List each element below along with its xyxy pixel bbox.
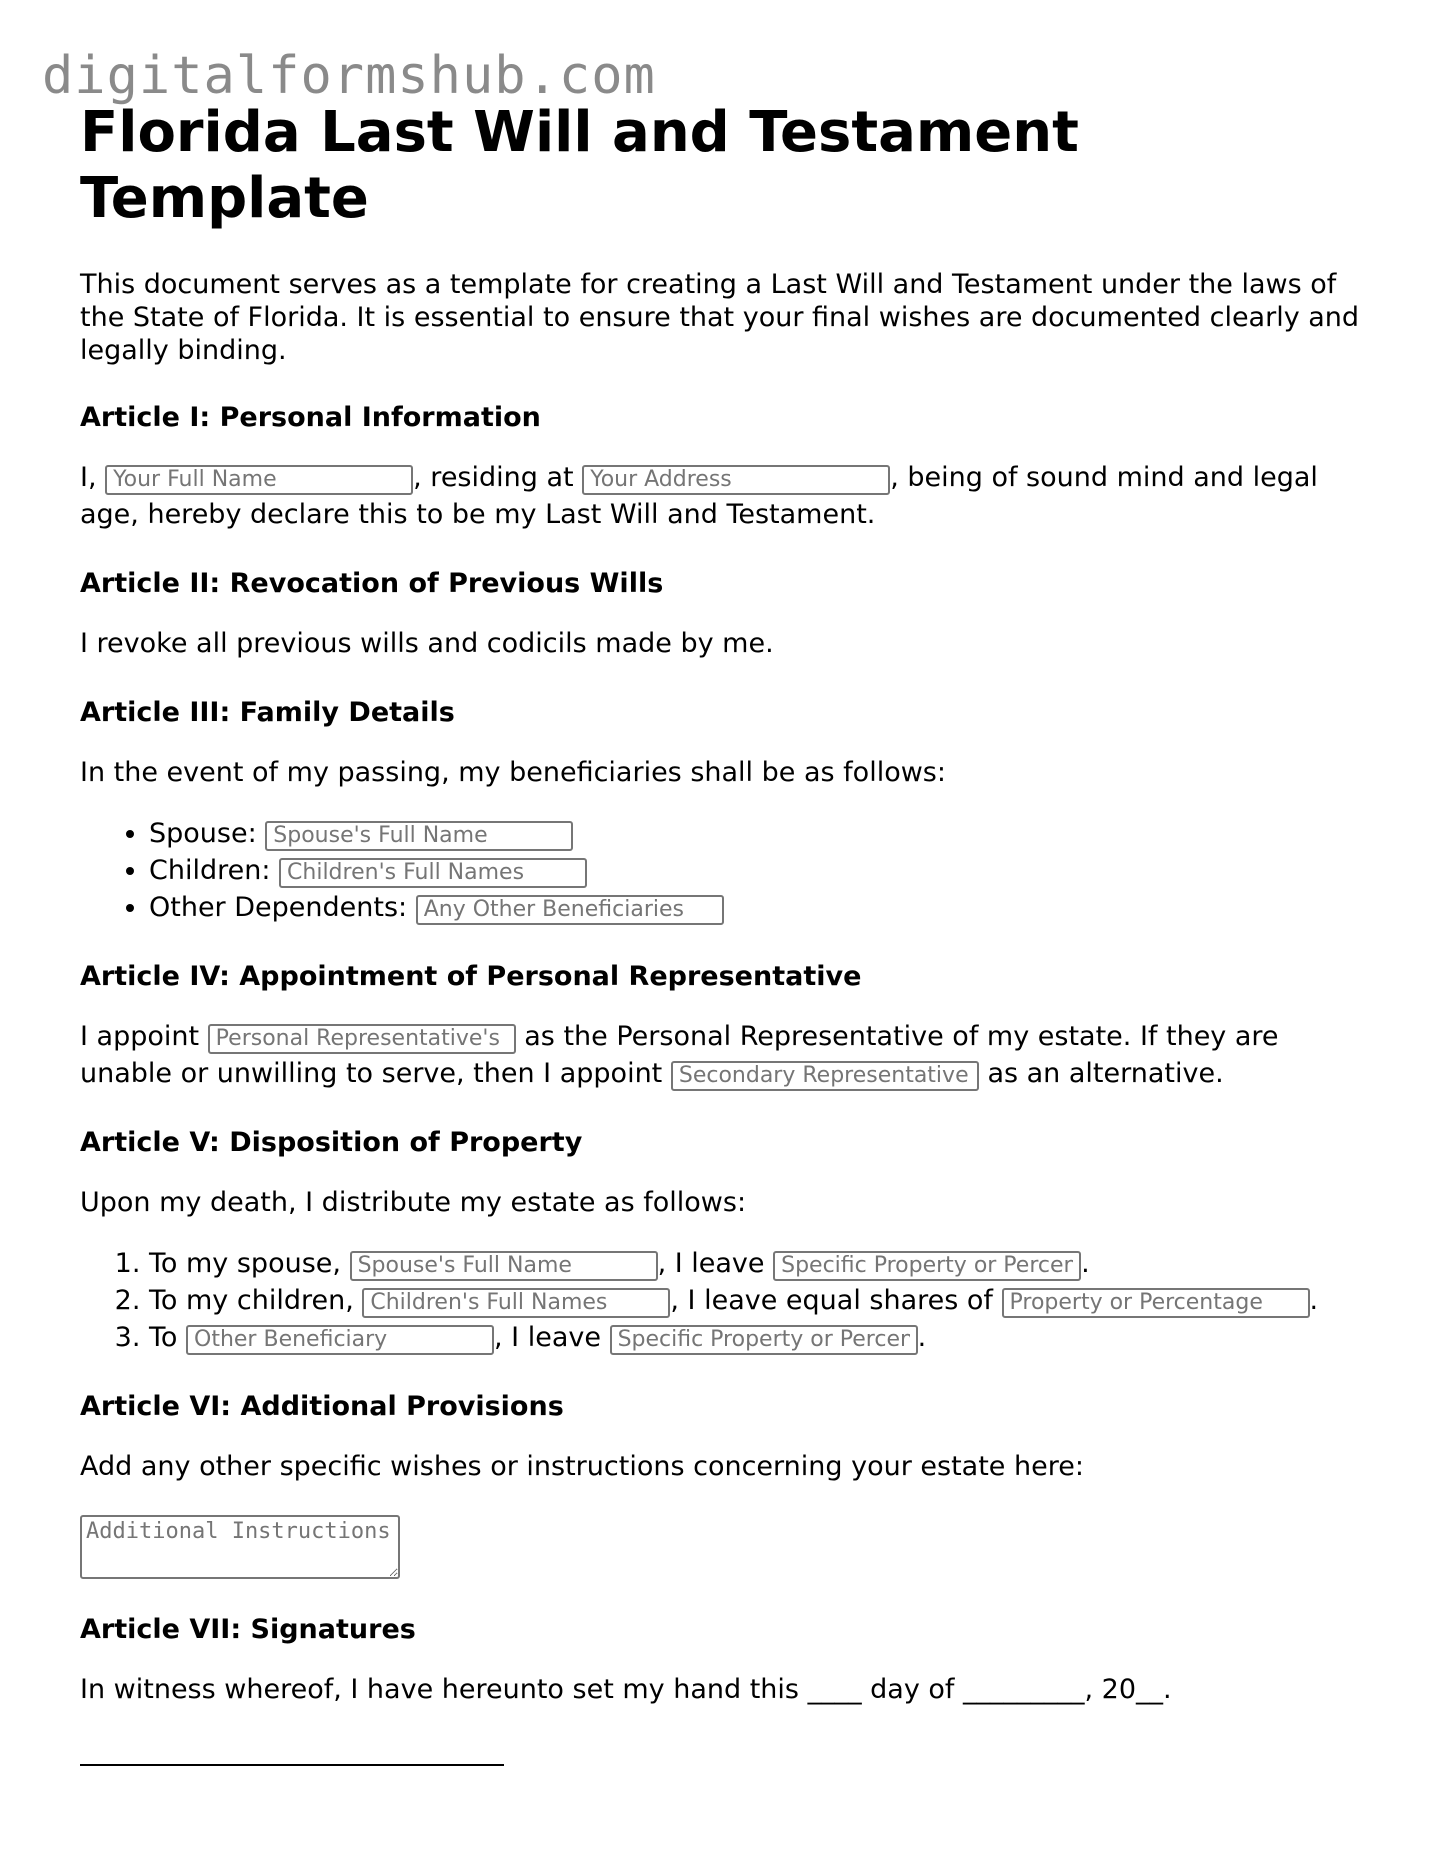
signature-line: [80, 1744, 504, 1766]
document-title: Florida Last Will and Testament Template: [80, 100, 1079, 231]
article-7-text: In witness whereof, I have hereunto set my hand this ____ day of _________, 20__.: [80, 1674, 1172, 1705]
article-4-text-part: as the Personal Representative of my estate. If they are unable or unwilling to serve, then I appoint: [80, 1021, 1279, 1089]
disposition-text: .: [1309, 1285, 1319, 1316]
disposition-text: , I leave: [657, 1248, 774, 1279]
document-body: [80, 100, 1370, 1766]
beneficiary-label: Spouse:: [149, 818, 266, 849]
disposition-text: , I leave equal shares of: [670, 1285, 1002, 1316]
article-4-text-part: I appoint: [80, 1021, 208, 1052]
article-7-heading: Article VII: Signatures: [80, 1614, 416, 1645]
disposition-text: To my spouse,: [149, 1248, 350, 1279]
article-1-text-part: , being of sound mind and legal age, hereby declare this to be my Last Will and Testament.: [80, 462, 1318, 530]
article-1-text-part: I,: [80, 462, 106, 493]
disposition-spouse-name-input[interactable]: [350, 1251, 658, 1281]
disposition-text: .: [917, 1322, 927, 1353]
full-name-input[interactable]: [105, 465, 413, 495]
article-6-heading: Article VI: Additional Provisions: [80, 1391, 564, 1422]
list-item: [149, 889, 1370, 926]
article-6-text: Add any other specific wishes or instructions concerning your estate here:: [80, 1451, 1084, 1482]
additional-instructions-textarea[interactable]: [80, 1515, 400, 1579]
beneficiary-list: [80, 815, 1370, 926]
article-4-heading: Article IV: Appointment of Personal Representative: [80, 961, 862, 992]
article-4-text: [80, 1018, 1370, 1092]
disposition-text: .: [1081, 1248, 1090, 1279]
disposition-other-beneficiary-input[interactable]: [186, 1325, 494, 1355]
article-2-text: I revoke all previous wills and codicils made by me.: [80, 628, 774, 659]
article-5-text: Upon my death, I distribute my estate as follows:: [80, 1187, 747, 1218]
disposition-spouse-property-input[interactable]: [773, 1251, 1081, 1281]
list-item: [149, 1319, 1370, 1356]
disposition-text: To: [149, 1322, 187, 1353]
disposition-text: To my children,: [149, 1285, 363, 1316]
address-input[interactable]: [582, 465, 890, 495]
disposition-children-property-input[interactable]: [1002, 1288, 1310, 1318]
disposition-children-names-input[interactable]: [362, 1288, 670, 1318]
personal-representative-input[interactable]: [208, 1024, 516, 1054]
spouse-name-input[interactable]: [265, 821, 573, 851]
article-1-text: [80, 459, 1370, 533]
watermark: digitalformshub.com: [42, 46, 656, 106]
disposition-other-property-input[interactable]: [610, 1325, 918, 1355]
disposition-text: , I leave: [494, 1322, 610, 1353]
list-item: [149, 815, 1370, 852]
article-1-text-part: , residing at: [413, 462, 583, 493]
secondary-representative-input[interactable]: [671, 1061, 979, 1091]
children-names-input[interactable]: [279, 858, 587, 888]
disposition-list: [80, 1245, 1370, 1356]
article-3-heading: Article III: Family Details: [80, 697, 455, 728]
article-5-heading: Article V: Disposition of Property: [80, 1127, 583, 1158]
intro-paragraph: This document serves as a template for creating a Last Will and Testament under the laws of the State of Florida. It is essential to ensure that your final wishes are documented clearly and legally binding.: [80, 269, 1360, 366]
article-4-text-part: as an alternative.: [978, 1058, 1224, 1089]
article-3-text: In the event of my passing, my beneficiaries shall be as follows:: [80, 757, 946, 788]
article-2-heading: Article II: Revocation of Previous Wills: [80, 568, 664, 599]
list-item: [149, 1282, 1370, 1319]
article-1-heading: Article I: Personal Information: [80, 402, 541, 433]
list-item: [149, 852, 1370, 889]
other-dependents-input[interactable]: [416, 895, 724, 925]
beneficiary-label: Children:: [149, 855, 280, 886]
beneficiary-label: Other Dependents:: [149, 892, 416, 923]
list-item: [149, 1245, 1370, 1282]
